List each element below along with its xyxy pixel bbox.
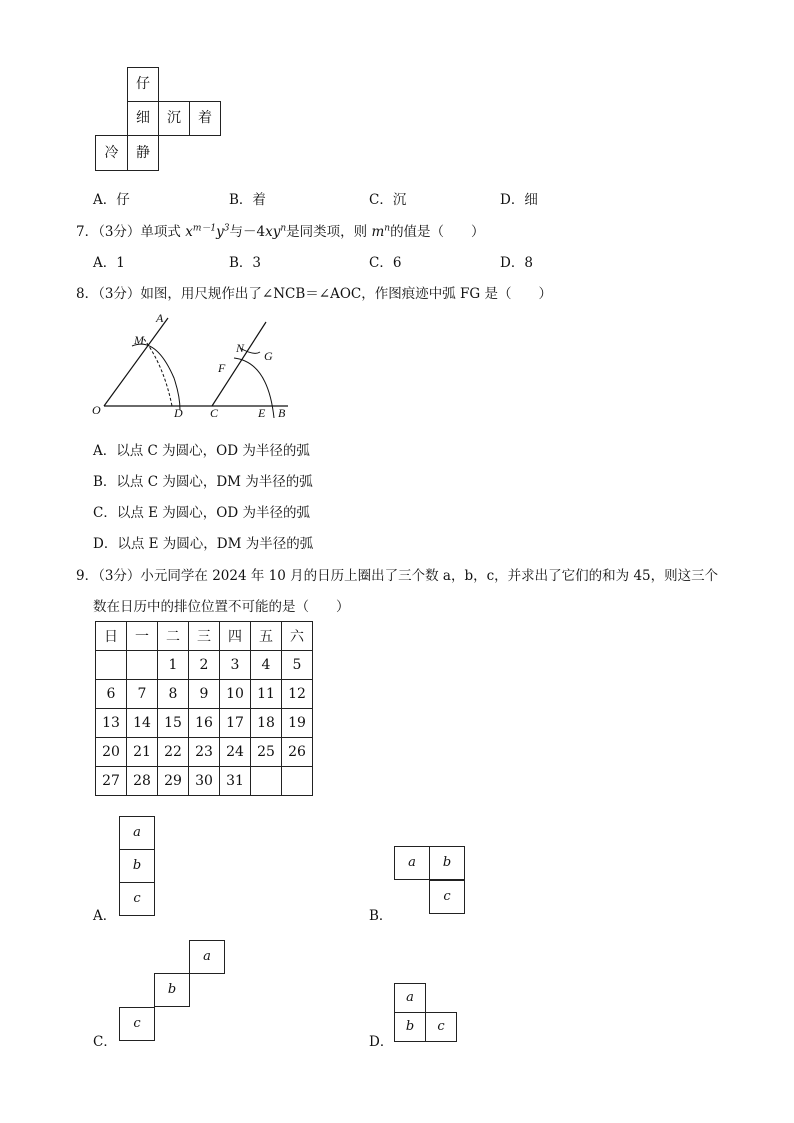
box-b: b (154, 973, 190, 1007)
calendar-row (96, 767, 313, 796)
calendar-header-cell: 四 (220, 622, 251, 651)
calendar-cell (282, 767, 313, 796)
calendar-header-cell: 日 (96, 622, 127, 651)
calendar-table (95, 621, 313, 796)
calendar-cell: 19 (282, 709, 313, 738)
box-b: b (429, 846, 465, 880)
calendar-header-cell: 二 (158, 622, 189, 651)
calendar-cell: 14 (127, 709, 158, 738)
calendar-cell: 12 (282, 680, 313, 709)
label-c: C (210, 406, 219, 420)
calendar-cell: 24 (220, 738, 251, 767)
q9-question-line1: 9．（3分）小元同学在 2024 年 10 月的日历上圈出了三个数 a，b，c，并求出了它们的和为 45，则这三个 (76, 568, 719, 584)
q6-option-d: D．细 (500, 192, 538, 208)
calendar-cell: 3 (220, 651, 251, 680)
calendar-header-cell: 六 (282, 622, 313, 651)
q7-option-c: C．6 (369, 255, 402, 271)
calendar-cell: 10 (220, 680, 251, 709)
calendar-cell (96, 651, 127, 680)
calendar-cell: 13 (96, 709, 127, 738)
calendar-cell: 27 (96, 767, 127, 796)
calendar-cell: 7 (127, 680, 158, 709)
calendar-cell: 8 (158, 680, 189, 709)
net-cell: 仔 (127, 67, 159, 102)
calendar-cell: 21 (127, 738, 158, 767)
label-n: N (236, 341, 245, 355)
calendar-cell: 30 (189, 767, 220, 796)
calendar-cell: 25 (251, 738, 282, 767)
calendar-header-cell: 三 (189, 622, 220, 651)
q9-question-line2: 数在日历中的排位位置不可能的是（ ） (93, 599, 350, 615)
box-c: c (119, 882, 155, 916)
calendar-header-cell: 一 (127, 622, 158, 651)
calendar-row (96, 709, 313, 738)
calendar-cell: 29 (158, 767, 189, 796)
box-a: a (394, 846, 430, 880)
q6-option-b: B．着 (229, 192, 266, 208)
box-c: c (429, 880, 465, 914)
q9-option-b-label: B． (369, 908, 393, 924)
q9-option-c-label: C． (93, 1034, 117, 1050)
net-cell: 着 (189, 101, 221, 136)
q9-option-d-label: D． (369, 1034, 394, 1050)
label-m: M (134, 333, 144, 347)
label-g: G (264, 349, 273, 363)
q8-option-a: A．以点 C 为圆心，OD 为半径的弧 (93, 443, 310, 459)
q8-figure (88, 306, 298, 424)
calendar-cell: 6 (96, 680, 127, 709)
q8-question: 8．（3分）如图，用尺规作出了∠NCB＝∠AOC，作图痕迹中弧 FG 是（ ） (76, 286, 552, 302)
calendar-header-row (96, 622, 313, 651)
q7-question: 7．（3分）单项式 $x^{m-1}y^3$与$-4xy^n$是同类项，则 $m^n$的值是（ ） (76, 223, 485, 240)
box-a: a (189, 940, 225, 974)
label-o: O (92, 403, 101, 417)
net-cell: 冷 (95, 135, 128, 171)
q7-monomial1: $x^{m-1}y^3$ (185, 223, 230, 240)
label-d: D (174, 406, 183, 420)
calendar-cell: 16 (189, 709, 220, 738)
q7-option-a: A．1 (93, 255, 125, 271)
net-cell: 细 (127, 101, 159, 136)
q8-option-d: D．以点 E 为圆心，DM 为半径的弧 (93, 536, 314, 552)
calendar-cell: 22 (158, 738, 189, 767)
calendar-cell: 15 (158, 709, 189, 738)
box-b: b (394, 1012, 426, 1042)
q8-option-b: B．以点 C 为圆心，DM 为半径的弧 (93, 474, 313, 490)
label-e: E (258, 406, 266, 420)
box-c: c (425, 1012, 457, 1042)
box-a: a (394, 983, 426, 1013)
q7-after: 的值是（ ） (390, 224, 485, 240)
calendar-cell: 20 (96, 738, 127, 767)
calendar-cell: 26 (282, 738, 313, 767)
calendar-cell: 28 (127, 767, 158, 796)
calendar-cell: 17 (220, 709, 251, 738)
box-c: c (119, 1007, 155, 1041)
calendar-header-cell: 五 (251, 622, 282, 651)
label-f: F (218, 361, 226, 375)
calendar-cell: 23 (189, 738, 220, 767)
net-cell: 静 (127, 135, 159, 171)
q8-option-c: C．以点 E 为圆心，OD 为半径的弧 (93, 505, 310, 521)
calendar-row (96, 680, 313, 709)
calendar-cell (251, 767, 282, 796)
net-cell: 沉 (158, 101, 190, 136)
box-a: a (119, 816, 155, 850)
calendar-cell: 2 (189, 651, 220, 680)
calendar-row (96, 738, 313, 767)
label-b: B (278, 406, 286, 420)
calendar-cell: 1 (158, 651, 189, 680)
q9-option-a-label: A． (93, 908, 117, 924)
box-b: b (119, 849, 155, 883)
q6-option-c: C．沉 (369, 192, 407, 208)
calendar-cell: 9 (189, 680, 220, 709)
q7-number: 7．（3分）单项式 (76, 224, 181, 240)
calendar-cell: 11 (251, 680, 282, 709)
calendar-cell: 5 (282, 651, 313, 680)
calendar-cell: 4 (251, 651, 282, 680)
q7-option-b: B．3 (229, 255, 262, 271)
calendar-cell: 18 (251, 709, 282, 738)
calendar-cell (127, 651, 158, 680)
q7-option-d: D．8 (500, 255, 533, 271)
calendar-row (96, 651, 313, 680)
label-a: A (156, 311, 164, 325)
q6-option-a: A．仔 (93, 192, 130, 208)
calendar-cell: 31 (220, 767, 251, 796)
